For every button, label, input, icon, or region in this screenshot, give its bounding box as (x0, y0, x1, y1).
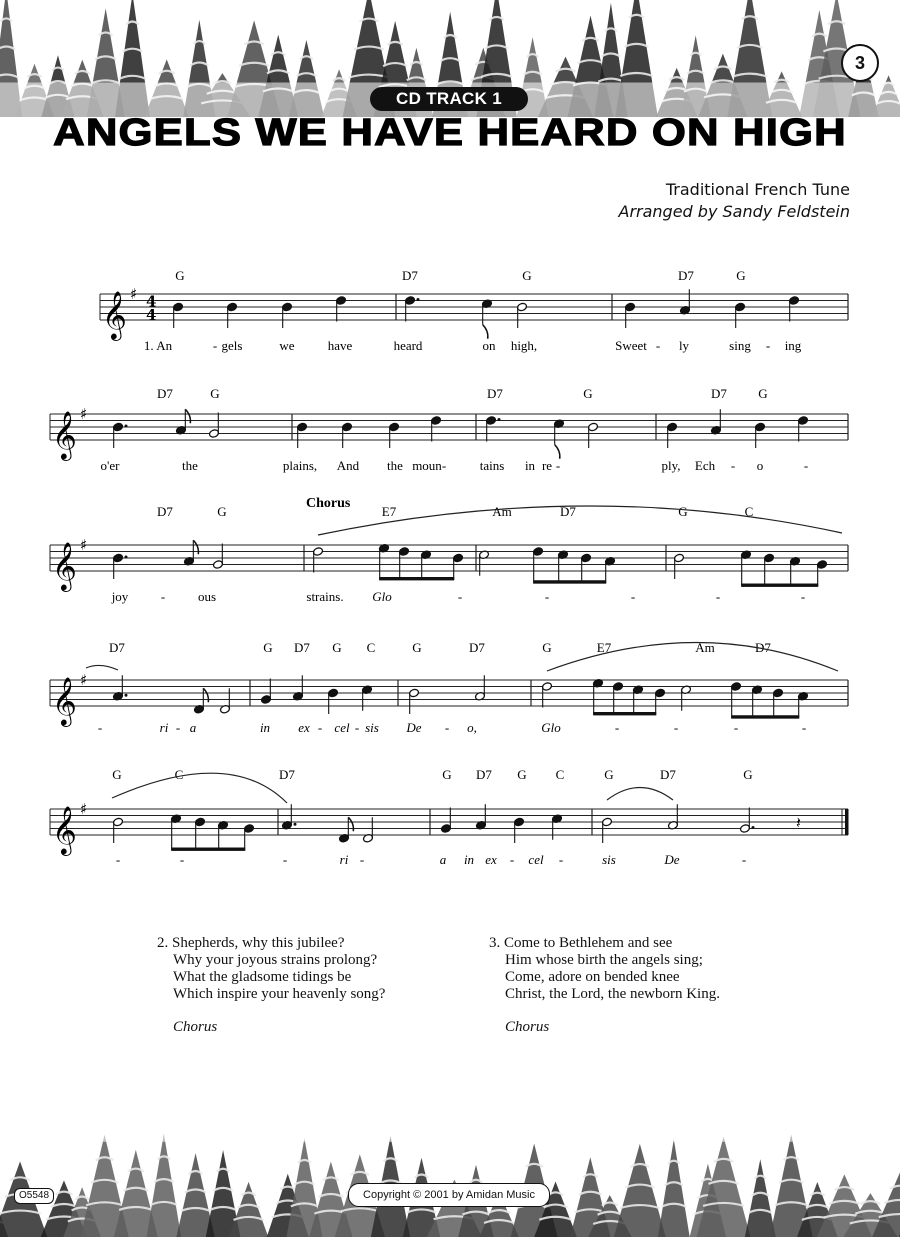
lyric-syllable: ri (339, 852, 349, 867)
lyric-syllable: - (630, 589, 636, 604)
chord-symbol: C (555, 767, 565, 782)
lyric-syllable: ing (784, 338, 802, 353)
banner-fade (0, 1118, 900, 1142)
lyric-syllable: re (541, 458, 553, 473)
chord-symbol: G (442, 767, 452, 782)
lyric-syllable: ply, (661, 458, 681, 473)
lyric-syllable: - (175, 720, 181, 735)
key-signature-sharp: ♯ (80, 800, 88, 818)
lyric-syllable: - (97, 720, 103, 735)
lyric-syllable: in (259, 720, 271, 735)
lyric-syllable: - (614, 720, 620, 735)
verse-line: Why your joyous strains prolong? (173, 952, 378, 968)
music-system (50, 640, 848, 735)
lyric-syllable: - (803, 458, 809, 473)
chord-symbol: D7 (476, 767, 492, 782)
lyric-syllable: De (664, 852, 680, 867)
lyric-syllable: - (655, 338, 661, 353)
lyric-syllable: - (555, 458, 561, 473)
phrase-slur (112, 773, 287, 803)
chord-symbol: G (743, 767, 753, 782)
treble-clef: 𝄞 (52, 805, 77, 854)
chord-symbol: D7 (294, 640, 310, 655)
chord-symbol: G (412, 640, 422, 655)
lyric-syllable: have (327, 338, 353, 353)
lyric-syllable: ly (678, 338, 690, 353)
chord-symbol: G (736, 268, 746, 283)
chord-symbol: G (604, 767, 614, 782)
lyric-syllable: cel (528, 852, 544, 867)
lyric-syllable: Glo (541, 720, 561, 735)
chord-symbol: D7 (755, 640, 771, 655)
song-title: ANGELS WE HAVE HEARD ON HIGH (53, 112, 847, 154)
verse-line: Come, adore on bended knee (505, 969, 680, 985)
chord-symbol: G (517, 767, 527, 782)
treble-clef: 𝄞 (52, 410, 77, 459)
verse-line: Him whose birth the angels sing; (505, 952, 703, 968)
evergreen-tree (614, 1144, 666, 1237)
dot (417, 298, 420, 301)
verse-line: Which inspire your heavenly song? (173, 986, 386, 1002)
chord-symbol: E7 (381, 504, 397, 519)
lyric-syllable: And (336, 458, 360, 473)
chord-symbol: D7 (560, 504, 576, 519)
lyric-syllable: tains (479, 458, 505, 473)
lyric-syllable: strains. (306, 589, 344, 604)
lyric-syllable: - (741, 852, 747, 867)
lyric-syllable: - (179, 852, 185, 867)
verse-3 (489, 935, 720, 1036)
lyric-syllable: De (406, 720, 422, 735)
lyric-syllable: - (354, 720, 360, 735)
page-number: 3 (841, 44, 879, 82)
key-signature-sharp: ♯ (130, 285, 138, 303)
chord-symbol: D7 (157, 386, 173, 401)
evergreen-banner-bottom (0, 1118, 900, 1237)
lyric-syllable: cel (334, 720, 350, 735)
lyric-syllable: sis (602, 852, 616, 867)
lyric-syllable: - (801, 720, 807, 735)
chord-symbol: C (174, 767, 184, 782)
verse-line: Christ, the Lord, the newborn King. (505, 986, 720, 1002)
lyric-syllable: 1. An (143, 338, 173, 353)
copyright-notice: Copyright © 2001 by Amidan Music (348, 1183, 550, 1207)
lyric-syllable: ex (485, 852, 497, 867)
verse-line: 2. Shepherds, why this jubilee? (157, 935, 345, 951)
lyric-syllable: high, (510, 338, 538, 353)
lyric-syllable: ri (159, 720, 169, 735)
lyric-syllable: o (756, 458, 764, 473)
chord-symbol: D7 (402, 268, 418, 283)
chord-symbol: G (678, 504, 688, 519)
eighth-flag (203, 688, 208, 702)
lyric-syllable: - (509, 852, 515, 867)
lyric-syllable: - (212, 338, 218, 353)
chord-symbol: G (217, 504, 227, 519)
phrase-slur (607, 788, 673, 801)
chorus-reference: Chorus (173, 1019, 218, 1035)
lyric-syllable: sing (729, 338, 751, 353)
dot (294, 823, 297, 826)
chord-symbol: D7 (660, 767, 676, 782)
dot (125, 425, 128, 428)
lyric-syllable: moun (412, 458, 442, 473)
lyric-syllable: - (715, 589, 721, 604)
chorus-reference: Chorus (505, 1019, 550, 1035)
phrase-slur (86, 665, 118, 670)
phrase-slur (318, 506, 842, 535)
beam (171, 848, 245, 851)
evergreen-tree (658, 1139, 690, 1237)
chord-symbol: D7 (109, 640, 125, 655)
lyric-syllable: heard (393, 338, 423, 353)
lyric-syllable: o, (467, 720, 477, 735)
dot (498, 418, 501, 421)
dot (125, 556, 128, 559)
lyric-syllable: in (524, 458, 536, 473)
eighth-flag (483, 325, 488, 339)
beam (379, 577, 454, 580)
chord-symbol: G (758, 386, 768, 401)
lyric-syllable: in (463, 852, 475, 867)
lyric-syllable: - (765, 338, 771, 353)
lyric-syllable: ex (298, 720, 310, 735)
cd-track-badge: CD TRACK 1 (370, 87, 528, 111)
time-signature-bottom: 4 (146, 306, 157, 324)
lyric-syllable: on (482, 338, 496, 353)
chord-symbol: G (263, 640, 273, 655)
key-signature-sharp: ♯ (80, 536, 88, 554)
chord-symbol: D7 (678, 268, 694, 283)
chord-symbol: G (175, 268, 185, 283)
lyric-syllable: joy (111, 589, 129, 604)
beam (533, 580, 606, 583)
treble-clef: 𝄞 (102, 290, 127, 339)
lyric-syllable: - (317, 720, 323, 735)
chord-symbol: D7 (711, 386, 727, 401)
verse-line: What the gladsome tidings be (173, 969, 352, 985)
lyric-syllable: Ech (694, 458, 716, 473)
composer-credit: Traditional French Tune (665, 180, 850, 199)
beam (593, 712, 656, 715)
lyric-syllable: - (457, 589, 463, 604)
quarter-rest: 𝄽 (796, 813, 801, 832)
catalog-number: O5548 (14, 1188, 54, 1204)
lyric-syllable: the (182, 458, 198, 473)
dot (752, 826, 755, 829)
chord-symbol: G (112, 767, 122, 782)
lyric-syllable: o'er (100, 458, 120, 473)
chord-symbol: Am (695, 640, 715, 655)
lyric-syllable: - (673, 720, 679, 735)
beam (731, 715, 799, 718)
chord-symbol: G (583, 386, 593, 401)
lyric-syllable: - (359, 852, 365, 867)
chord-symbol: Am (492, 504, 512, 519)
chorus-label: Chorus (306, 496, 351, 511)
chord-symbol: D7 (157, 504, 173, 519)
eighth-flag (185, 409, 190, 423)
lyric-syllable: sis (365, 720, 379, 735)
verse-2 (157, 935, 385, 1036)
evergreen-tree (147, 1134, 182, 1237)
chord-symbol: C (366, 640, 376, 655)
chord-symbol: G (522, 268, 532, 283)
lyric-syllable: - (733, 720, 739, 735)
music-system (50, 504, 848, 604)
key-signature-sharp: ♯ (80, 671, 88, 689)
treble-clef: 𝄞 (52, 541, 77, 590)
final-barline-thick (845, 809, 849, 835)
chord-symbol: G (542, 640, 552, 655)
lyric-syllable: - (558, 852, 564, 867)
lyric-syllable: Glo (372, 589, 392, 604)
music-system (50, 386, 848, 473)
lyric-syllable: - (800, 589, 806, 604)
lyric-syllable: we (279, 338, 295, 353)
eighth-flag (348, 817, 353, 831)
lyric-syllable: Sweet (615, 338, 647, 353)
lyric-syllable: the (387, 458, 403, 473)
time-signature-top: 4 (146, 292, 157, 311)
dot (125, 694, 128, 697)
lyric-syllable: a (189, 720, 197, 735)
evergreen-tree (745, 1159, 776, 1237)
lyric-syllable: - (441, 458, 447, 473)
treble-clef: 𝄞 (52, 676, 77, 725)
chord-symbol: D7 (469, 640, 485, 655)
eighth-flag (193, 540, 198, 554)
chord-symbol: G (332, 640, 342, 655)
lyric-syllable: - (730, 458, 736, 473)
lyric-syllable: - (160, 589, 166, 604)
lyric-syllable: ous (197, 589, 217, 604)
lyric-syllable: - (115, 852, 121, 867)
lyric-syllable: a (439, 852, 447, 867)
eighth-flag (555, 445, 560, 459)
verse-line: 3. Come to Bethlehem and see (489, 935, 673, 951)
lyric-syllable: - (544, 589, 550, 604)
lyric-syllable: gels (221, 338, 243, 353)
chord-symbol: G (210, 386, 220, 401)
chord-symbol: E7 (596, 640, 612, 655)
lyric-syllable: plains, (282, 458, 318, 473)
chord-symbol: D7 (279, 767, 295, 782)
phrase-slur (547, 643, 838, 672)
beam (741, 584, 818, 587)
music-system (50, 767, 849, 867)
lyric-syllable: - (444, 720, 450, 735)
chord-symbol: D7 (487, 386, 503, 401)
lyric-syllable: - (282, 852, 288, 867)
chord-symbol: C (744, 504, 754, 519)
key-signature-sharp: ♯ (80, 405, 88, 423)
music-system (100, 268, 848, 353)
arranger-credit: Arranged by Sandy Feldstein (618, 202, 850, 221)
